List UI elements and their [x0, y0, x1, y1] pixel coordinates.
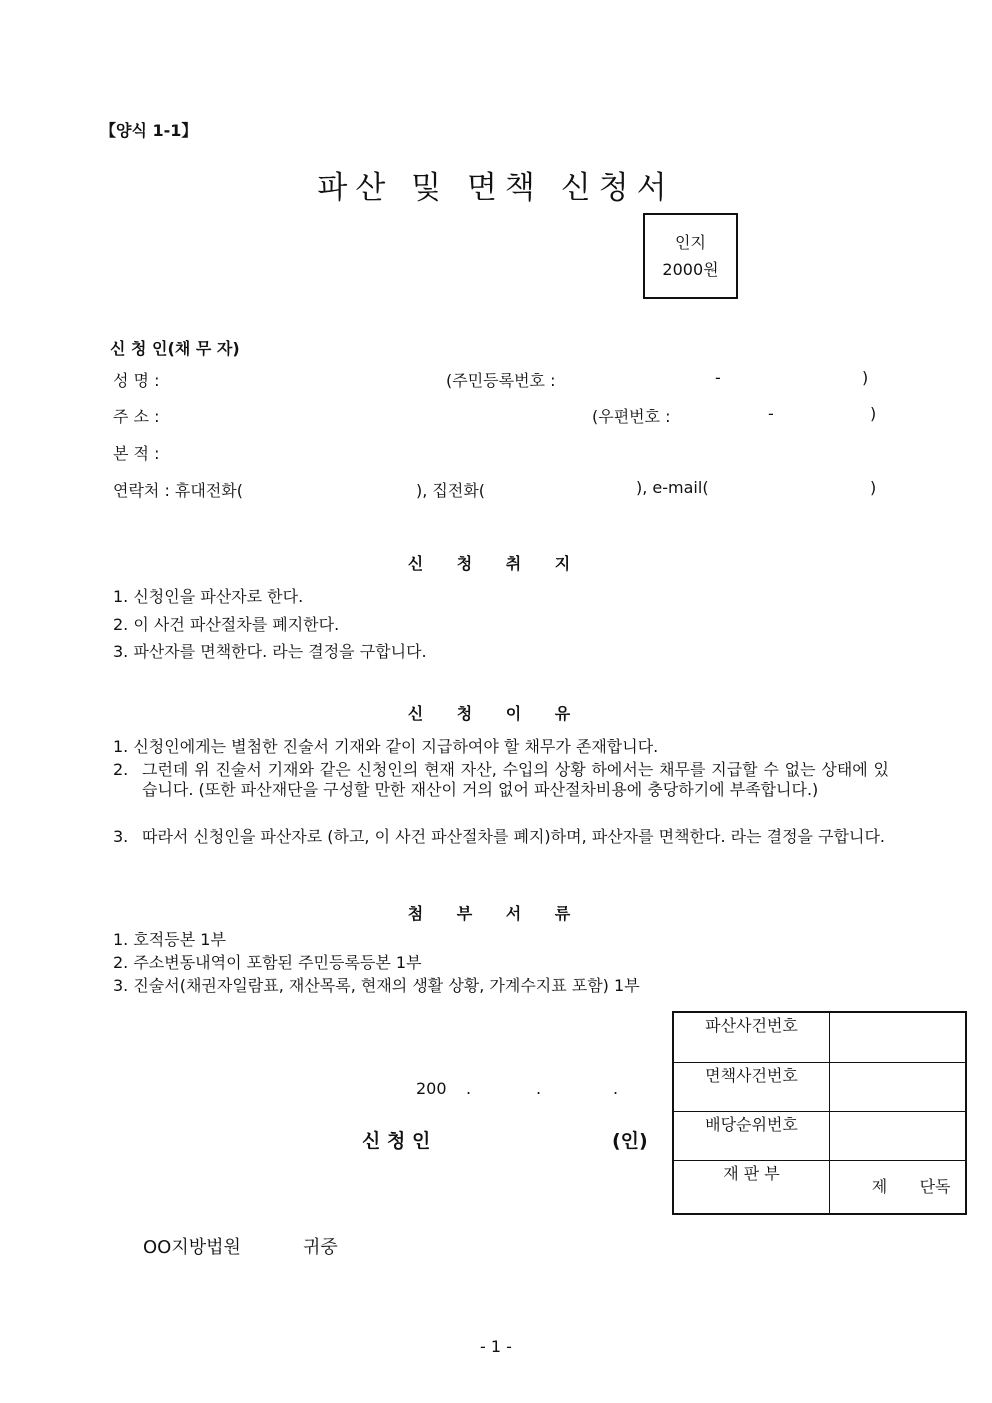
purpose-item: 1. 신청인을 파산자로 한다.: [113, 587, 304, 606]
reason-item: [113, 827, 889, 847]
court-name: OO지방법원: [143, 1237, 241, 1258]
revenue-stamp-box: [643, 213, 738, 299]
date-separator: .: [536, 1079, 542, 1098]
date-year: 200: [416, 1079, 447, 1098]
attachment-item: 2. 주소변동내역이 포함된 주민등록등본 1부: [113, 953, 422, 972]
attachment-item: 3. 진술서(채권자일람표, 재산목록, 현재의 생활 상황, 가계수지표 포함) 1부: [113, 976, 640, 995]
table-row: [673, 1012, 966, 1062]
reason-number: 3.: [113, 827, 129, 846]
table-row: [673, 1062, 966, 1111]
name-label: 성 명 :: [113, 371, 160, 390]
court-division-label: 재 판 부: [673, 1160, 830, 1214]
applicant-signature-label: 신 청 인: [362, 1130, 431, 1152]
dividend-order-number-value: [830, 1111, 967, 1160]
seal-mark: (인): [612, 1130, 648, 1152]
court-division-value: [830, 1160, 967, 1214]
reason-item: [113, 760, 889, 800]
court-suffix: 귀중: [303, 1237, 338, 1258]
reasons-heading: 신 청 이 유: [407, 704, 585, 723]
resident-number-close: ): [862, 368, 869, 387]
postal-code-label: (우편번호 :: [592, 407, 671, 426]
applicant-heading: 신 청 인(채 무 자): [110, 339, 240, 358]
purpose-item: 3. 파산자를 면책한다. 라는 결정을 구합니다.: [113, 642, 427, 661]
reason-number: 2.: [113, 760, 129, 779]
court-division-suffix: 단독: [919, 1177, 951, 1197]
date-separator: .: [466, 1079, 472, 1098]
discharge-case-number-value: [830, 1062, 967, 1111]
discharge-case-number-label: 면책사건번호: [673, 1062, 830, 1111]
table-row: [673, 1111, 966, 1160]
date-separator: .: [613, 1079, 619, 1098]
reason-text: 따라서 신청인을 파산자로 (하고, 이 사건 파산절차를 폐지)하며, 파산자를 면책한다. 라는 결정을 구합니다.: [142, 827, 886, 846]
case-number-table: [672, 1011, 967, 1215]
attachments-heading: 첨 부 서 류: [407, 904, 585, 923]
page-number: - 1 -: [480, 1337, 512, 1356]
resident-number-label: (주민등록번호 :: [446, 371, 556, 390]
reason-text: 그런데 위 진술서 기재와 같은 신청인의 현재 자산, 수입의 상황 하에서는 채무를 지급할 수 없는 상태에 있습니다. (또한 파산재단을 구성할 만한 재산이 거의 없어 파산절차비용에 충당하기에 부족합니다.): [142, 760, 889, 799]
stamp-amount: 2000원: [662, 260, 719, 279]
contact-email-label: ), e-mail(: [636, 478, 709, 497]
form-number: 【양식 1-1】: [100, 121, 198, 140]
bankruptcy-case-number-label: 파산사건번호: [673, 1012, 830, 1062]
table-row: [673, 1160, 966, 1214]
dividend-order-number-label: 배당순위번호: [673, 1111, 830, 1160]
address-label: 주 소 :: [113, 407, 160, 426]
bankruptcy-case-number-value: [830, 1012, 967, 1062]
domicile-label: 본 적 :: [113, 444, 160, 463]
purpose-heading: 신 청 취 지: [407, 554, 585, 573]
postal-code-dash: -: [768, 404, 774, 423]
contact-home-label: ), 집전화(: [416, 481, 486, 500]
attachment-item: 1. 호적등본 1부: [113, 930, 226, 949]
stamp-label: 인지: [675, 233, 706, 252]
document-title: 파산 및 면책 신청서: [317, 170, 675, 206]
resident-number-dash: -: [715, 368, 721, 387]
purpose-item: 2. 이 사건 파산절차를 폐지한다.: [113, 615, 340, 634]
postal-code-close: ): [870, 404, 877, 423]
court-division-prefix: 제: [871, 1177, 888, 1197]
contact-mobile-label: 연락처 : 휴대전화(: [113, 481, 243, 500]
contact-close: ): [870, 478, 877, 497]
reason-item: 1. 신청인에게는 별첨한 진술서 기재와 같이 지급하여야 할 채무가 존재합니다.: [113, 737, 659, 756]
